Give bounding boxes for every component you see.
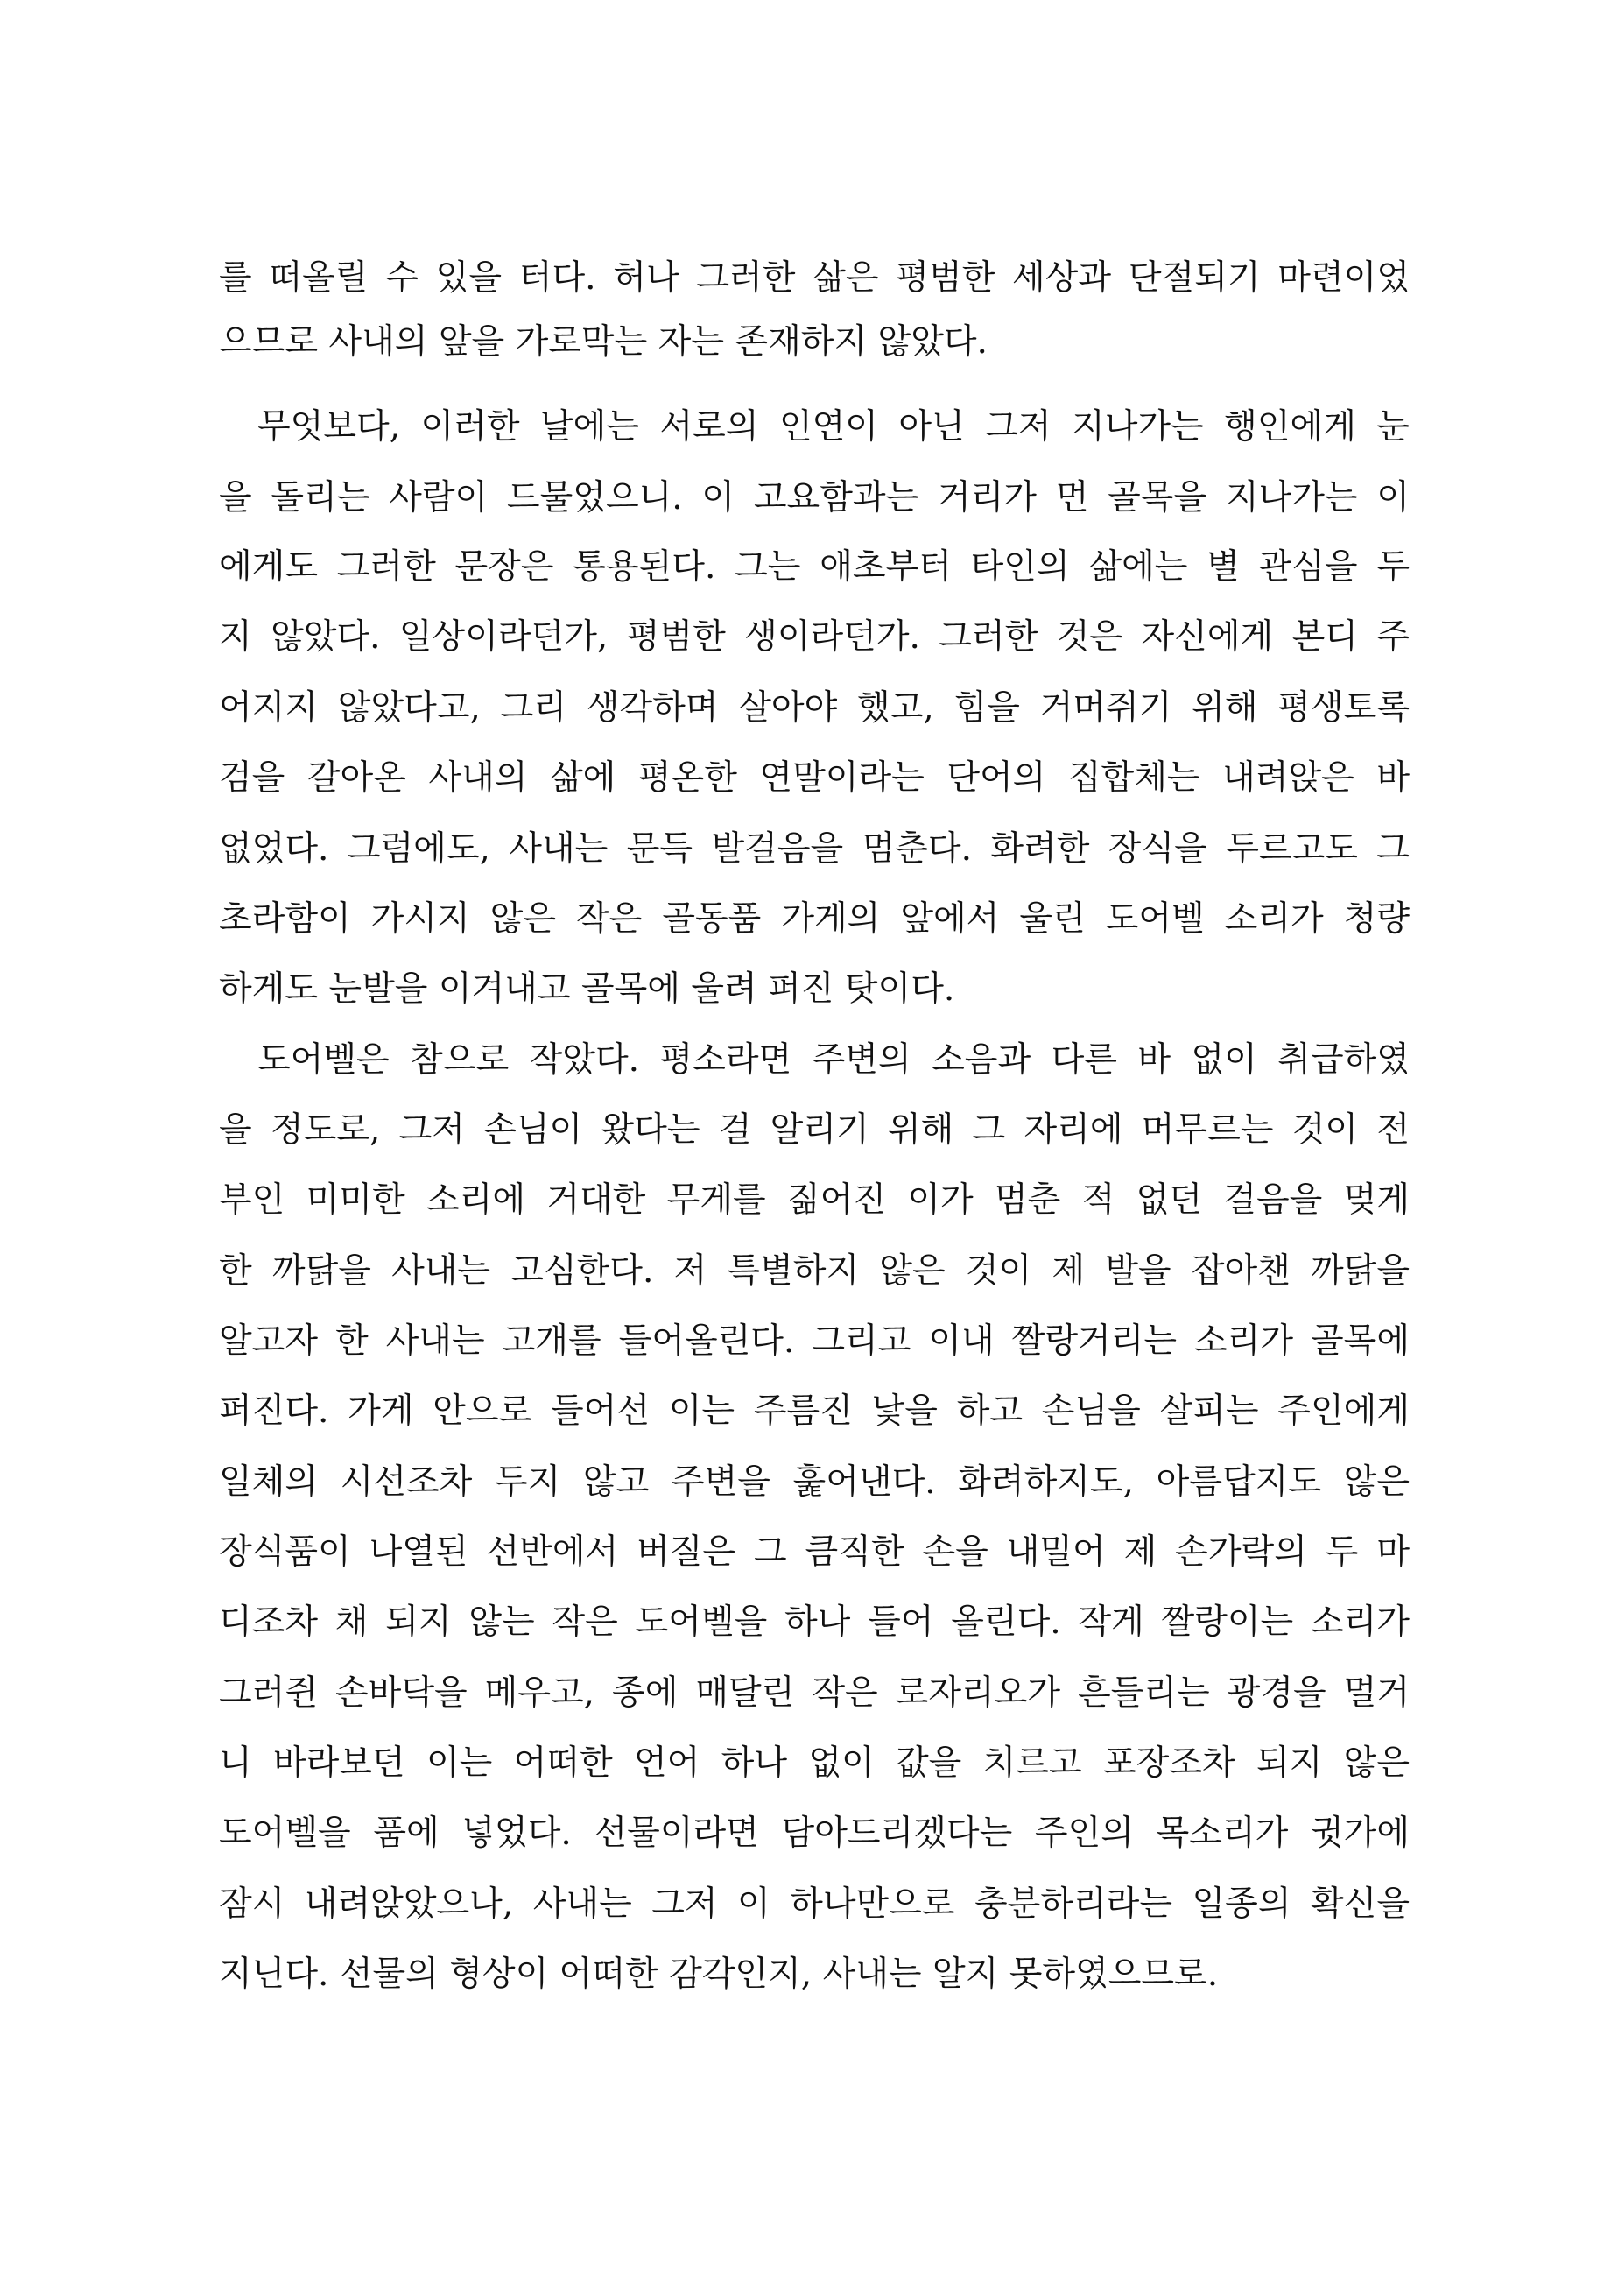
text-line: 을 정도로, 그저 손님이 왔다는 걸 알리기 위해 그 자리에 머무르는 것이 전 [219, 1110, 1410, 1150]
text-line: 장식품이 나열된 선반에서 버질은 그 큼직한 손을 내밀어 제 손가락의 두 마 [219, 1532, 1410, 1572]
text-line: 잠시 내려앉았으나, 사내는 그저 이 하나만으로 충분하리라는 일종의 확신을 [219, 1884, 1410, 1924]
text-line: 도어벨을 품에 넣었다. 선물이라면 담아드리겠다는 주인의 목소리가 귓가에 [219, 1814, 1410, 1853]
text-line: 부인 미미한 소리에 거대한 무게를 짊어진 이가 멈춘 적 없던 걸음을 멎게 [219, 1180, 1410, 1220]
text-line: 으므로 사내의 앞을 가로막는 자는 존재하지 않았다. [219, 322, 988, 362]
text-line: 를 떠올릴 수 있을 터다. 허나 그러한 삶은 평범한 세상과 단절되기 마련이었 [219, 258, 1410, 298]
text-line: 에게도 그러한 문장은 통용된다. 그는 애초부터 타인의 삶에는 별 관심을 두 [219, 547, 1410, 587]
text-line: 어지지 않았다고, 그리 생각하며 살아야 했고, 힘을 거머쥐기 위해 평생토록 [219, 688, 1410, 728]
text-line: 하게도 눈발을 이겨내고 골목에 울려 퍼진 탓이다. [219, 969, 955, 1009]
text-line: 일체의 시선조차 두지 않고 주변을 훑어낸다. 화려하지도, 아름답지도 않은 [219, 1462, 1410, 1502]
text-line: 을 돌리는 사람이 드물었으니. 이 고요함과는 거리가 먼 골목을 지나가는 이 [219, 478, 1410, 518]
text-line: 검을 갈아온 사내의 삶에 평온한 연말이라는 단어의 집합체는 내려앉은 바 [219, 758, 1410, 798]
text-line: 초라함이 가시지 않은 작은 골동품 가게의 앞에서 울린 도어벨 소리가 청량 [219, 899, 1410, 939]
text-line: 그러쥔 손바닥을 메우고, 종에 매달린 작은 로자리오가 흔들리는 광경을 멀거 [219, 1673, 1410, 1713]
text-line: 무엇보다, 이러한 날에는 서로의 인연이 아닌 그저 지나가는 행인에게 눈 [257, 407, 1410, 447]
text-line: 지닌다. 선물의 형상이 어떠한 감각인지, 사내는 알지 못하였으므로. [219, 1954, 1219, 1994]
text-line: 없었다. 그럼에도, 사내는 문득 발걸음을 멈춘다. 화려한 장식을 두르고도 그 [219, 829, 1410, 869]
text-line: 지 않았다. 일상이라던가, 평범한 생이라던가. 그러한 것은 자신에게 본디 주 [219, 617, 1410, 657]
text-line: 도어벨은 참으로 작았다. 평소라면 주변의 소음과 다른 바 없이 취급하였 [257, 1040, 1410, 1080]
text-line: 알고자 한 사내는 고개를 들어올린다. 그리고 이내 짤랑거리는 소리가 골목에 [219, 1321, 1410, 1361]
text-line: 퍼진다. 가게 안으로 들어선 이는 주름진 낯을 하고 손님을 살피는 주인에게 [219, 1391, 1410, 1431]
text-line: 한 까닭을 사내는 고심한다. 저 특별하지 않은 것이 제 발을 잡아챈 까닭을 [219, 1251, 1410, 1291]
text-line: 니 바라보던 이는 어떠한 언어 하나 없이 값을 치르고 포장조차 되지 않은 [219, 1743, 1410, 1783]
text-line: 디조차 채 되지 않는 작은 도어벨을 하나 들어 올린다. 작게 짤랑이는 소리가 [219, 1602, 1410, 1642]
